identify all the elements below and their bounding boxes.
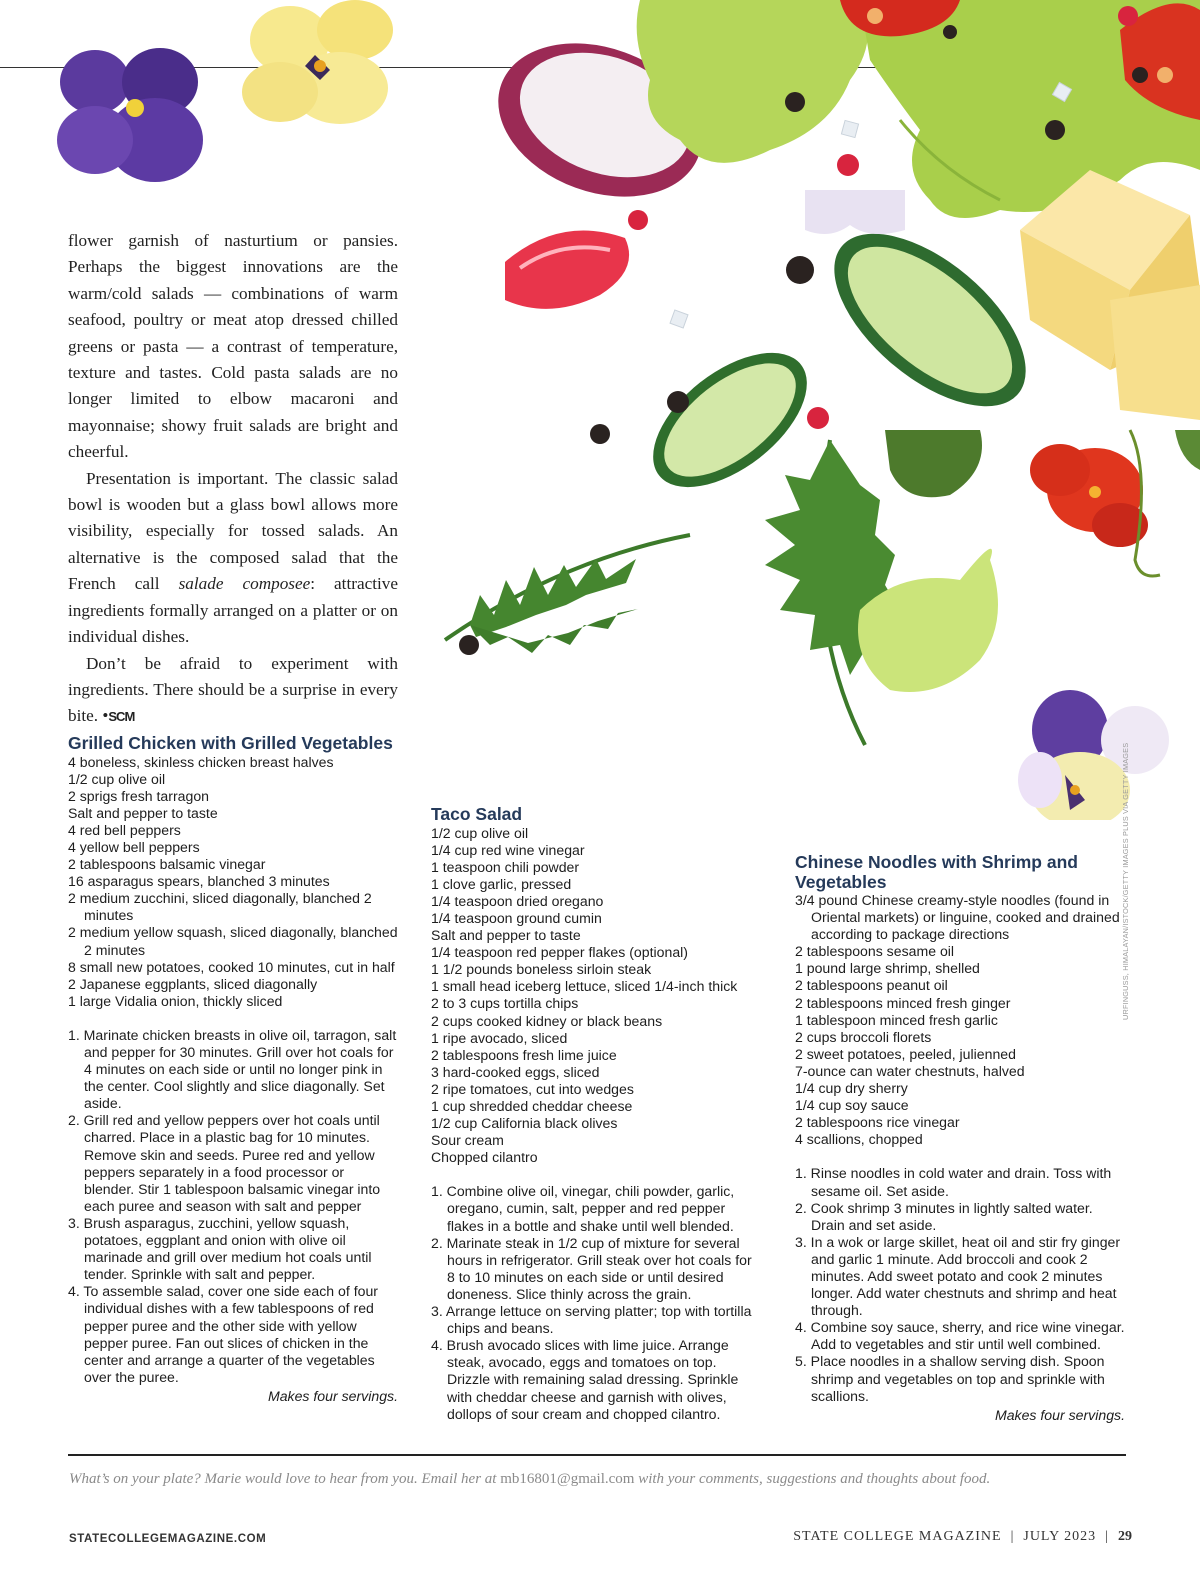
ingredient-item: 7-ounce can water chestnuts, halved bbox=[795, 1062, 1025, 1079]
step-item: 4. Brush avocado slices with lime juice. Arrange steak, avocado, eggs and tomatoes on top. Drizzle with remaining salad dressing. Sprinkle with cheddar cheese and garnish with olives, dollops of sour cream and chopped cilantro. bbox=[431, 1337, 739, 1422]
step-item: 2. Marinate steak in 1/2 cup of mixture for several hours in refrigerator. Grill steak over hot coals for 8 to 10 minutes on each side or until desired doneness. Slice thinly across the grain. bbox=[431, 1234, 752, 1302]
step-list bbox=[431, 1183, 761, 1422]
photo-credit bbox=[1121, 742, 1135, 1020]
end-signature: SCM bbox=[108, 709, 135, 725]
ingredient-list bbox=[795, 892, 1125, 1148]
servings-note: Makes four servings. bbox=[267, 1387, 398, 1404]
ingredient-item: 2 medium zucchini, sliced diagonally, blanched 2 minutes bbox=[68, 890, 372, 924]
ingredient-item: 1/4 cup soy sauce bbox=[795, 1097, 909, 1114]
purple-pansy-image bbox=[57, 48, 203, 182]
ingredient-item: 4 scallions, chopped bbox=[795, 1131, 923, 1148]
step-item: 4. To assemble salad, cover one side each of four individual dishes with a few tablespoons of red pepper puree and the other side with yellow pepper puree. Fan out slices of chicken in the center and arrange a quarter of the vegetables over the puree. bbox=[68, 1283, 378, 1385]
ingredient-item: Salt and pepper to taste bbox=[68, 804, 218, 821]
magazine-name: STATE COLLEGE MAGAZINE bbox=[793, 1529, 1002, 1544]
ingredient-item: 1/4 teaspoon dried oregano bbox=[431, 892, 604, 909]
ingredient-item: 1 cup shredded cheddar cheese bbox=[431, 1098, 633, 1114]
ingredient-item: 2 medium yellow squash, sliced diagonally, blanched 2 minutes bbox=[68, 924, 398, 958]
essay-paragraph: flower garnish of nasturtium or pansies. Perhaps the biggest innovations are the warm/cold salads — combinations of warm seafood, poultry or meat atop dressed chilled greens or pasta — a contrast of temperature, texture and tastes. Cold pasta salads are no longer limited to elbow macaroni and mayonnaise; showy fruit salads are bright and cheerful. bbox=[68, 231, 398, 462]
ingredient-item: 16 asparagus spears, blanched 3 minutes bbox=[68, 873, 330, 890]
ingredient-item: 2 tablespoons peanut oil bbox=[795, 977, 948, 994]
step-item: 3. Brush asparagus, zucchini, yellow squash, potatoes, eggplant and onion with olive oil marinade and grill over medium hot coals until tender. Sprinkle with salt and pepper. bbox=[68, 1214, 372, 1283]
recipe-title: Taco Salad bbox=[431, 804, 523, 824]
ingredient-item: 1/4 teaspoon red pepper flakes (optional) bbox=[431, 944, 688, 961]
yellow-pansy-image bbox=[242, 0, 393, 124]
ingredient-item: 1/2 cup olive oil bbox=[68, 770, 166, 787]
step-item: 4. Combine soy sauce, sherry, and rice wine vinegar. Add to vegetables and stir until well combined. bbox=[795, 1319, 1125, 1353]
ingredient-list bbox=[431, 825, 761, 1167]
footer-note bbox=[69, 1471, 1129, 1488]
page-footer: STATE COLLEGE MAGAZINE | JULY 2023 | 29 bbox=[793, 1529, 1132, 1544]
ingredient-item: 1 small head iceberg lettuce, sliced 1/4-inch thick bbox=[431, 978, 738, 995]
step-item: 1. Marinate chicken breasts in olive oil, tarragon, salt and pepper for 30 minutes. Grill over hot coals for 4 minutes on each side or until no longer pink in the center. Cool slightly and slice diagonally. Set aside. bbox=[68, 1026, 397, 1112]
ingredient-item: 1/2 cup olive oil bbox=[431, 824, 529, 841]
step-item: 5. Place noodles in a shallow serving dish. Spoon shrimp and vegetables on top and sprinkle with scallions. bbox=[795, 1353, 1105, 1404]
spinach-leaf-image bbox=[885, 430, 982, 497]
ingredient-item: 2 tablespoons fresh lime juice bbox=[431, 1046, 617, 1063]
petal-image bbox=[805, 190, 905, 234]
ingredient-item: 2 sprigs fresh tarragon bbox=[68, 787, 210, 804]
recipe-chinese-noodles bbox=[795, 853, 1125, 1424]
step-list bbox=[68, 1027, 398, 1386]
ingredient-item: 1 ripe avocado, sliced bbox=[431, 1029, 568, 1046]
essay-text-part: Presentation is important. The classic salad bowl is wooden but a glass bowl allows more visibility, especially for tossed salads. An alternative is the composed salad that the French call bbox=[68, 468, 398, 594]
essay-paragraph bbox=[68, 651, 398, 731]
step-item: 2. Grill red and yellow peppers over hot coals until charred. Place in a plastic bag for 10 minutes. Remove skin and seeds. Puree red and yellow peppers separately in a food processor or blender. Stir 1 tablespoon balsamic vinegar into each puree and season with salt and pepper bbox=[68, 1112, 381, 1214]
recipe-taco-salad bbox=[431, 805, 761, 1423]
ingredient-item: 2 tablespoons minced fresh ginger bbox=[795, 994, 1011, 1011]
ingredient-item: 1 teaspoon chili powder bbox=[431, 858, 580, 875]
issue-date: JULY 2023 bbox=[1023, 1529, 1097, 1544]
nasturtium-image bbox=[1030, 430, 1200, 576]
ingredient-item: 4 boneless, skinless chicken breast halves bbox=[68, 753, 334, 770]
ingredient-item: Chopped cilantro bbox=[431, 1149, 538, 1166]
essay-text bbox=[68, 228, 398, 731]
ingredient-item: 2 ripe tomatoes, cut into wedges bbox=[431, 1080, 634, 1097]
photo-credit-text: URFINGUSS, HIMALAYAN/ISTOCK/GETTY IMAGES PLUS VIA GETTY IMAGES bbox=[1121, 742, 1130, 1020]
email-link[interactable]: mb16801@gmail.com bbox=[500, 1471, 635, 1487]
ingredient-item: 2 tablespoons sesame oil bbox=[795, 943, 955, 960]
ingredient-item: 4 yellow bell peppers bbox=[68, 838, 200, 855]
ingredient-item: 1/4 cup dry sherry bbox=[795, 1080, 908, 1097]
ingredient-item: 1 clove garlic, pressed bbox=[431, 875, 572, 892]
ingredient-item: 2 cups cooked kidney or black beans bbox=[431, 1012, 663, 1029]
ingredient-item: 2 to 3 cups tortilla chips bbox=[431, 995, 579, 1012]
ingredient-item: 2 cups broccoli florets bbox=[795, 1028, 932, 1045]
step-list bbox=[795, 1165, 1125, 1404]
ingredient-item: 3/4 pound Chinese creamy-style noodles (found in Oriental markets) or linguine, cooked and drained according to package directions bbox=[795, 892, 1120, 943]
essay-emphasis: salade composee bbox=[178, 574, 311, 594]
step-item: 1. Combine olive oil, vinegar, chili powder, garlic, oregano, cumin, salt, pepper and red pepper flakes in a bottle and shake until well blended. bbox=[431, 1183, 735, 1234]
essay-text-part: : attractive ingredients formally arranged on a platter or on individual dishes. bbox=[68, 574, 398, 647]
ingredient-item: 1 tablespoon minced fresh garlic bbox=[795, 1011, 998, 1028]
ingredient-item: 2 tablespoons balsamic vinegar bbox=[68, 856, 266, 873]
ingredient-item: 4 red bell peppers bbox=[68, 821, 181, 838]
arugula-image bbox=[445, 440, 900, 745]
ingredient-item: 1 large Vidalia onion, thickly sliced bbox=[68, 992, 283, 1009]
footer-note-text: What’s on your plate? Marie would love to hear from you. Email her at bbox=[69, 1471, 501, 1487]
ingredient-item: 2 tablespoons rice vinegar bbox=[795, 1114, 960, 1131]
bottom-rule bbox=[68, 1454, 1126, 1456]
servings-note: Makes four servings. bbox=[994, 1406, 1125, 1423]
ingredient-item: 2 sweet potatoes, peeled, julienned bbox=[795, 1045, 1016, 1062]
cheese-image bbox=[1020, 170, 1200, 420]
ingredient-list bbox=[68, 754, 398, 1010]
step-item: 1. Rinse noodles in cold water and drain. Toss with sesame oil. Set aside. bbox=[795, 1165, 1112, 1199]
page-number: 29 bbox=[1118, 1529, 1132, 1544]
ingredient-item: 2 Japanese eggplants, sliced diagonally bbox=[68, 975, 318, 992]
recipe-title: Grilled Chicken with Grilled Vegetables bbox=[68, 733, 393, 753]
pansy-image bbox=[1018, 690, 1169, 820]
ingredient-item: 1/2 cup California black olives bbox=[431, 1115, 618, 1132]
ingredient-item: 1/4 cup red wine vinegar bbox=[431, 841, 585, 858]
footer-note-text: with your comments, suggestions and thoughts about food. bbox=[634, 1471, 991, 1487]
website-link[interactable]: STATECOLLEGEMAGAZINE.COM bbox=[69, 1533, 267, 1545]
step-item: 3. In a wok or large skillet, heat oil and stir fry ginger and garlic 1 minute. Add broccoli and cook 2 minutes. Add sweet potato and cook 2 minutes longer. Add water chestnuts and shrimp and heat through. bbox=[795, 1233, 1121, 1319]
step-item: 2. Cook shrimp 3 minutes in lightly salted water. Drain and set aside. bbox=[795, 1199, 1093, 1233]
essay-paragraph bbox=[68, 466, 398, 651]
ingredient-item: 1 1/2 pounds boneless sirloin steak bbox=[431, 961, 652, 978]
recipe-grilled-chicken bbox=[68, 734, 398, 1405]
ingredient-item: 8 small new potatoes, cooked 10 minutes, cut in half bbox=[68, 958, 395, 975]
essay-text-part: Don’t be afraid to experiment with ingredients. There should be a surprise in every bite. • bbox=[68, 653, 398, 726]
ingredient-item: 1/4 teaspoon ground cumin bbox=[431, 909, 602, 926]
step-item: 3. Arrange lettuce on serving platter; top with tortilla chips and beans. bbox=[431, 1303, 752, 1337]
ingredient-item: 3 hard-cooked eggs, sliced bbox=[431, 1063, 600, 1080]
recipe-title: Chinese Noodles with Shrimp and Vegetables bbox=[795, 852, 1078, 892]
ingredient-item: 1 pound large shrimp, shelled bbox=[795, 960, 980, 977]
radish-slice-image bbox=[505, 230, 629, 308]
ingredient-item: Salt and pepper to taste bbox=[431, 927, 581, 944]
ingredient-item: Sour cream bbox=[431, 1132, 504, 1149]
